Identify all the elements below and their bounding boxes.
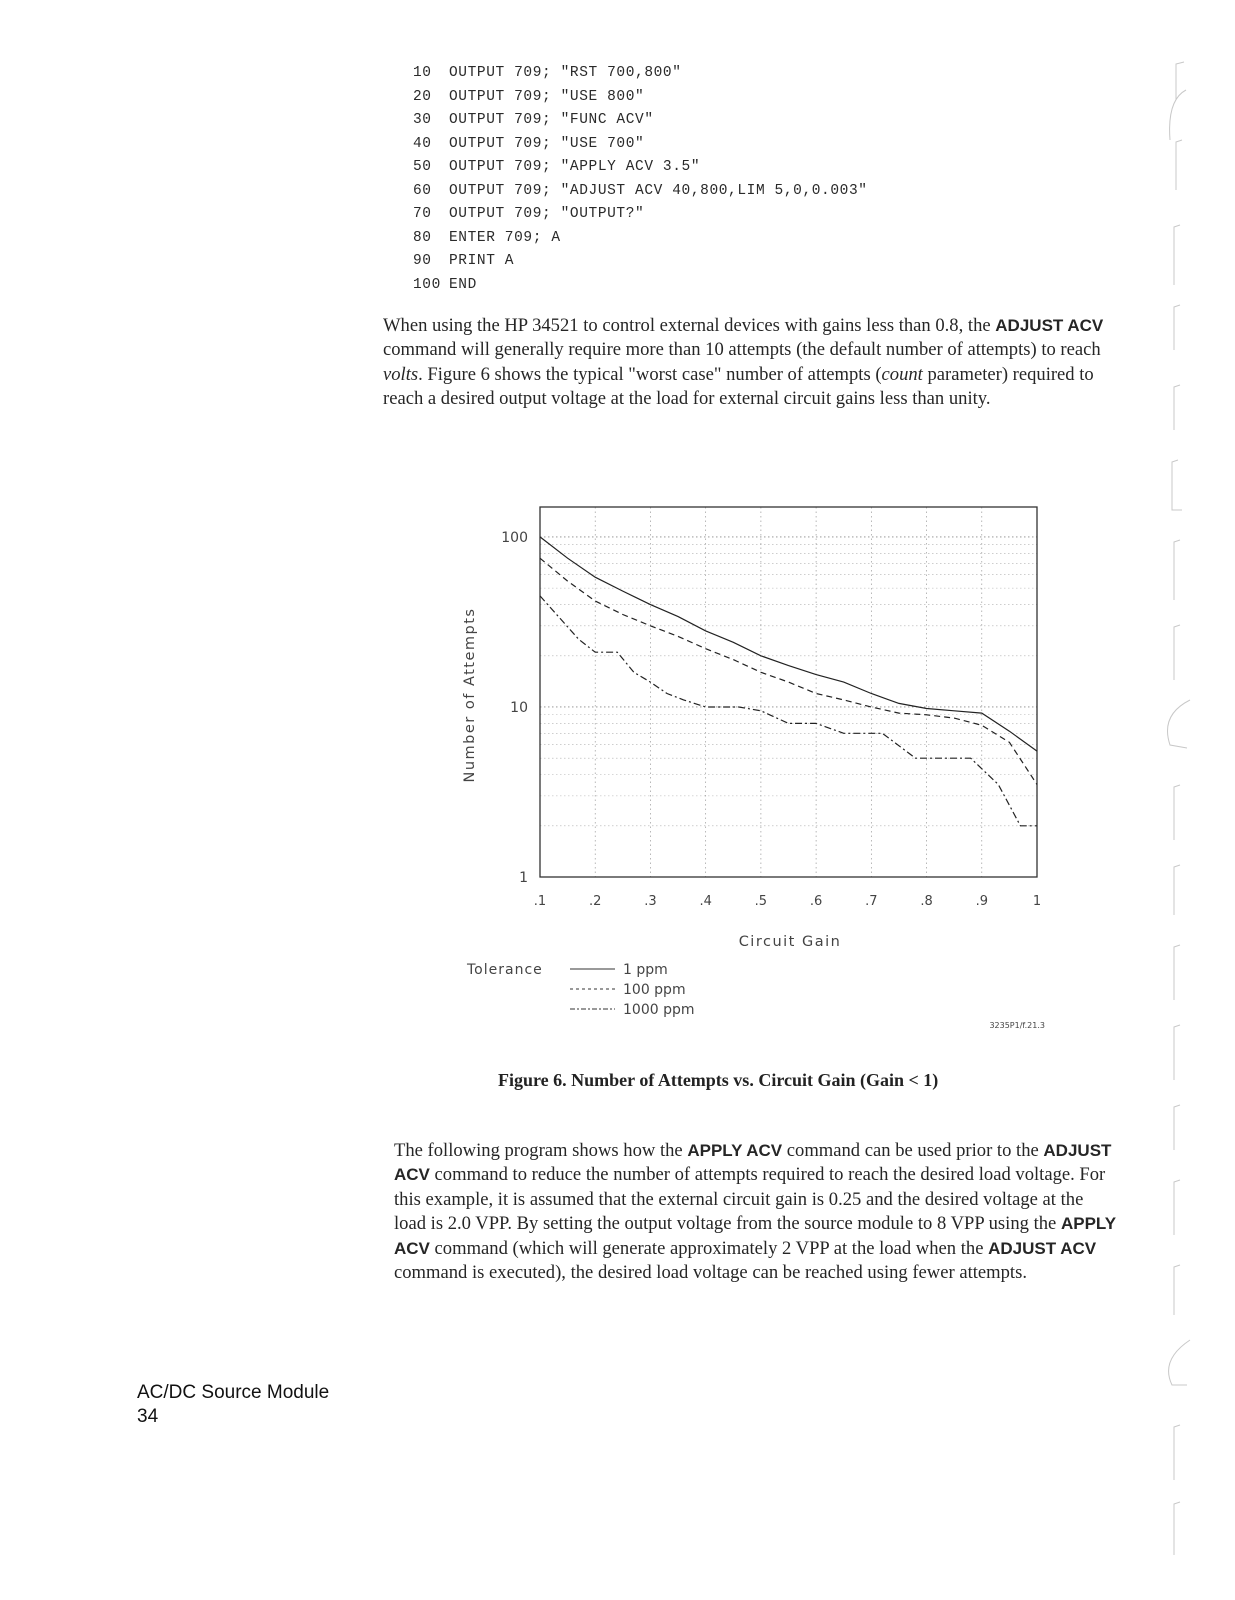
para2-text-1: The following program shows how the: [394, 1140, 688, 1161]
x-tick-label: .5: [754, 894, 768, 909]
legend-title: Tolerance: [467, 962, 543, 978]
para1-text-2: command will generally require more than 10 attempts (the default number of attempts) to reach: [383, 339, 1101, 361]
page-footer: [137, 1381, 329, 1429]
x-tick-label: 1: [1032, 894, 1042, 909]
code-line: [413, 180, 868, 204]
code-line: [413, 250, 868, 274]
series-line: [540, 558, 1037, 784]
line-number: 40: [413, 135, 432, 152]
line-statement: OUTPUT 709; "USE 700": [449, 135, 645, 152]
line-statement: ENTER 709; A: [449, 229, 561, 246]
para2-keyword-apply-acv: APPLY ACV: [687, 1141, 783, 1160]
chart-grid: [540, 507, 1037, 877]
line-number: 20: [413, 88, 432, 105]
code-line: [413, 156, 868, 180]
code-line: [413, 86, 868, 110]
y-tick-label: 10: [510, 699, 528, 716]
line-statement: OUTPUT 709; "ADJUST ACV 40,800,LIM 5,0,0.003": [449, 182, 868, 199]
line-statement: PRINT A: [449, 253, 515, 269]
line-statement: END: [449, 276, 477, 293]
chart-legend: [570, 962, 695, 1018]
x-tick-label: .4: [699, 894, 712, 909]
series-line: [540, 596, 1037, 826]
code-line: [413, 227, 868, 251]
page-number: 34: [137, 1406, 159, 1427]
x-tick-label: .1: [533, 894, 547, 909]
para1-text-3: . Figure 6 shows the typical "worst case" number of attempts (: [418, 363, 882, 385]
para1-text-1: When using the HP 34521 to control external devices with gains less than 0.8, the: [383, 315, 991, 336]
para2-text-2: command can be used prior to the: [782, 1140, 1044, 1161]
line-number: 80: [413, 229, 432, 246]
x-tick-label: .2: [589, 894, 602, 909]
para1-italic-volts: volts: [383, 363, 419, 385]
x-axis-label: Circuit Gain: [738, 934, 842, 950]
line-number: 90: [413, 253, 432, 269]
line-number: 10: [413, 65, 432, 81]
line-number: 50: [413, 159, 432, 175]
line-number: 100: [413, 276, 441, 293]
code-line: [413, 62, 868, 86]
chart-series: [540, 537, 1037, 826]
y-axis-label: Number of Attempts: [462, 607, 478, 783]
intro-paragraph: [383, 314, 1111, 412]
para2-keyword-adjust-acv-2: ADJUST ACV: [988, 1238, 1097, 1258]
para2-keyword-adjust-acv: ADJUST ACV: [394, 1141, 1112, 1185]
para1-keyword-adjust-acv: ADJUST ACV: [995, 316, 1104, 335]
program-listing: [413, 62, 868, 297]
x-tick-label: .7: [865, 894, 878, 909]
scan-edge-marks: [1162, 40, 1192, 1560]
x-tick-label: .3: [644, 894, 657, 909]
para2-text-5: command is executed), the desired load voltage can be reached using fewer attempts.: [394, 1262, 1027, 1284]
y-tick-label: 1: [519, 870, 528, 886]
code-line: [413, 133, 868, 157]
para1-italic-count: count: [881, 363, 923, 385]
code-line: [413, 109, 868, 133]
line-number: 60: [413, 182, 432, 199]
para2-keyword-apply-acv-2: APPLY ACV: [394, 1214, 1116, 1258]
line-statement: OUTPUT 709; "RST 700,800": [449, 65, 682, 81]
line-statement: OUTPUT 709; "APPLY ACV 3.5": [449, 159, 701, 175]
code-line: [413, 274, 868, 298]
attempts-vs-gain-chart: [455, 495, 1075, 1050]
y-tick-label: 100: [501, 529, 528, 546]
x-tick-label: .8: [920, 894, 933, 909]
legend-label: 1 ppm: [623, 962, 668, 978]
legend-label: 100 ppm: [623, 982, 686, 998]
series-line: [540, 537, 1037, 751]
line-number: 70: [413, 206, 432, 222]
line-number: 30: [413, 112, 432, 128]
x-tick-label: .9: [975, 894, 988, 909]
figure-caption: Figure 6. Number of Attempts vs. Circuit Gain (Gain < 1): [498, 1070, 939, 1090]
line-statement: OUTPUT 709; "USE 800": [449, 88, 645, 105]
x-tick-label: .6: [809, 894, 823, 909]
figure-code: 3235P1/f.21.3: [989, 1021, 1045, 1030]
code-line: [413, 203, 868, 227]
explanation-paragraph: [394, 1139, 1118, 1285]
plot-frame: [540, 507, 1037, 877]
para1-text-4: parameter) required to reach a desired output voltage at the load for external circuit gains less than unity.: [383, 363, 1094, 410]
line-statement: OUTPUT 709; "OUTPUT?": [449, 206, 645, 222]
para2-text-3: command to reduce the number of attempts required to reach the desired load voltage. For this example, it is assumed that the external circuit gain is 0.25 and the desired voltage at the load is 2.0 VPP. By setting the output voltage from the source module to 8 VPP using the: [394, 1164, 1106, 1235]
y-tick-labels: [501, 530, 528, 886]
line-statement: OUTPUT 709; "FUNC ACV": [449, 112, 654, 128]
para2-text-4: command (which will generate approximately 2 VPP at the load when the: [429, 1237, 989, 1259]
legend-label: 1000 ppm: [623, 1002, 695, 1018]
x-tick-labels: [534, 894, 1041, 909]
footer-title: AC/DC Source Module: [137, 1382, 330, 1403]
